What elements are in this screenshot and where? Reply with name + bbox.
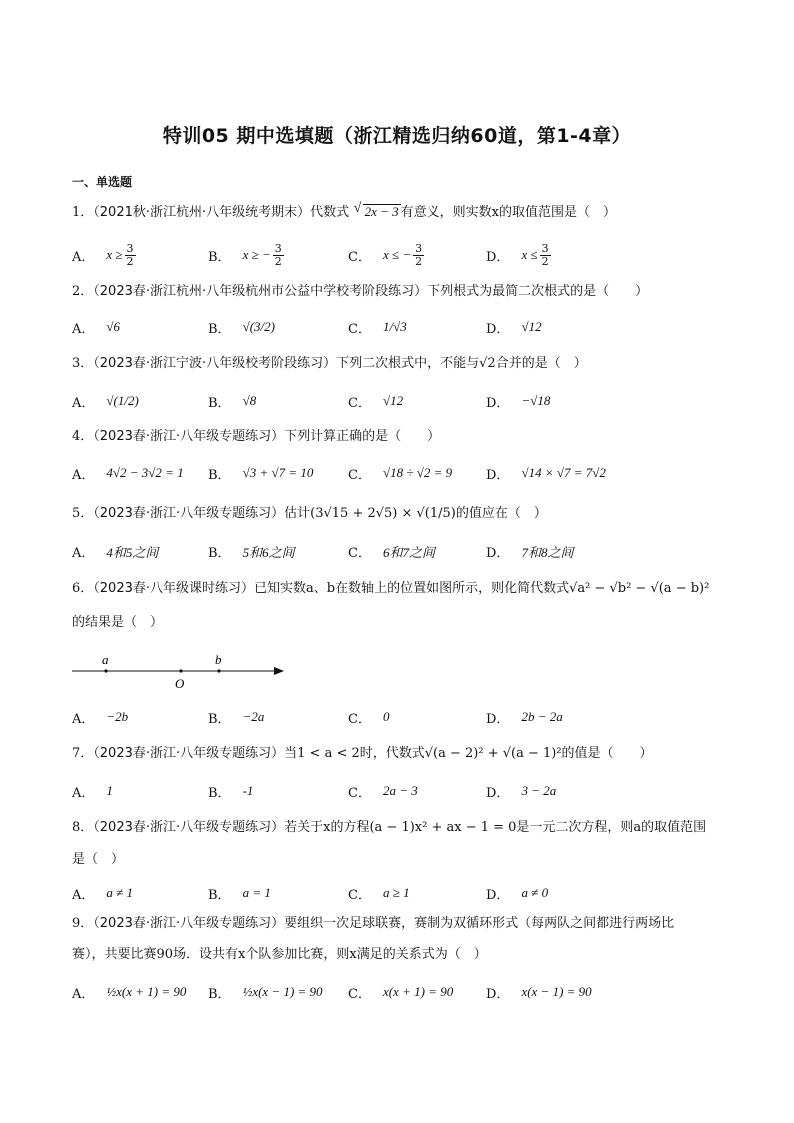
option-d[interactable]: [486, 776, 556, 806]
option-c[interactable]: [348, 977, 453, 1007]
question-stem: 估计(3√15 + 2√5) × √(1/5)的值应在（ ）: [284, 506, 547, 521]
options-2: [72, 312, 732, 342]
question-3: [72, 353, 732, 375]
arrow-head: [274, 667, 284, 675]
option-value: 4√2 − 3√2 = 1: [106, 465, 184, 480]
options-3: [72, 386, 732, 416]
question-source: （2023春·浙江·八年级专题练习）: [93, 916, 285, 931]
question-source: （2023春·浙江杭州·八年级杭州市公益中学校考阶段练习）: [93, 284, 428, 299]
option-letter: C．: [348, 321, 371, 337]
option-value: 1: [106, 783, 113, 798]
option-value: −2a: [242, 709, 265, 724]
question-stem: 下列二次根式中，不能与√2合并的是（ ）: [336, 356, 587, 371]
question-1: [72, 202, 732, 224]
question-source: （2023春·浙江·八年级专题练习）: [93, 429, 285, 444]
question-source: （2023春·浙江·八年级专题练习）: [93, 820, 285, 835]
point-a: [104, 669, 107, 672]
question-source: （2023春·八年级课时练习）: [93, 581, 254, 596]
options-4: [72, 458, 732, 488]
option-value: √8: [242, 393, 257, 408]
question-6-line2: [72, 612, 732, 634]
option-letter: B．: [208, 986, 231, 1002]
option-a[interactable]: [72, 386, 139, 416]
option-a[interactable]: [72, 536, 158, 566]
question-2: [72, 281, 732, 303]
option-letter: D．: [486, 887, 510, 903]
option-value: 2a − 3: [382, 783, 418, 798]
option-letter: B．: [208, 395, 231, 411]
option-letter: C．: [348, 711, 371, 727]
question-stem: 下列根式为最简二次根式的是（ ）: [427, 284, 649, 299]
fraction: $\frac{3}{2}$: [274, 241, 282, 268]
option-letter: B．: [208, 321, 231, 337]
option-letter: C．: [348, 467, 371, 483]
option-value: 5和6之间: [242, 544, 295, 560]
section-heading: 一、单选题: [72, 175, 133, 189]
question-5: [72, 503, 732, 525]
question-number: 2．: [72, 284, 94, 299]
option-letter: A．: [72, 545, 95, 561]
option-value: a ≠ 1: [106, 885, 134, 900]
option-a[interactable]: [72, 702, 128, 732]
option-c[interactable]: [348, 386, 403, 416]
option-letter: A．: [72, 785, 95, 801]
option-letter: A．: [72, 986, 95, 1002]
question-stem: 下列计算正确的是（ ）: [284, 429, 441, 444]
question-stem: 当1 < a < 2时，代数式√(a − 2)² + √(a − 1)²的值是（ ）: [284, 746, 653, 761]
option-value: √14 × √7 = 7√2: [521, 465, 606, 480]
option-value: √6: [106, 319, 121, 334]
option-value: 2b − 2a: [521, 709, 563, 724]
option-value: 4和5之间: [106, 544, 159, 560]
option-value: -1: [242, 783, 254, 798]
option-b[interactable]: [208, 776, 253, 806]
option-value: a ≠ 0: [521, 885, 549, 900]
option-letter: B．: [208, 711, 231, 727]
question-number: 7．: [72, 746, 94, 761]
option-value: a = 1: [242, 885, 271, 900]
option-b[interactable]: B． x ≥ − $\frac{3}{2}$: [208, 241, 282, 268]
option-c[interactable]: [348, 702, 389, 732]
question-source: （2023春·浙江宁波·八年级校考阶段练习）: [93, 356, 337, 371]
option-a[interactable]: [72, 458, 184, 488]
option-value: −√18: [521, 393, 551, 408]
option-b[interactable]: [208, 386, 256, 416]
option-letter: D．: [486, 467, 510, 483]
question-number: 5．: [72, 506, 94, 521]
option-value: √12: [521, 319, 542, 334]
option-b[interactable]: [208, 536, 295, 566]
option-value: √12: [382, 393, 404, 408]
option-a[interactable]: [72, 776, 113, 806]
question-8-line2: [72, 849, 732, 871]
option-letter: B．: [208, 785, 231, 801]
option-b[interactable]: [208, 458, 313, 488]
option-d[interactable]: D． x ≤ $\frac{3}{2}$: [486, 241, 549, 268]
fraction: $\frac{3}{2}$: [541, 241, 549, 268]
option-letter: D．: [486, 711, 510, 727]
question-number: 4．: [72, 429, 94, 444]
option-letter: D．: [486, 321, 510, 337]
option-c[interactable]: [348, 312, 407, 342]
option-letter: A．: [72, 467, 95, 483]
option-d[interactable]: [486, 312, 542, 342]
number-line-figure: [72, 652, 292, 692]
option-a[interactable]: [72, 878, 133, 908]
question-source: （2021秋·浙江杭州·八年级统考期末）: [93, 205, 311, 220]
option-b[interactable]: [208, 977, 323, 1007]
option-letter: A．: [72, 887, 95, 903]
question-stem-pre: 代数式: [310, 205, 350, 220]
question-6: [72, 578, 732, 600]
point-o: [179, 669, 182, 672]
options-1: [72, 240, 732, 270]
option-letter: D．: [486, 986, 510, 1002]
option-value: ½x(x − 1) = 90: [242, 984, 323, 999]
question-stem-post: 有意义，则实数x的取值范围是（ ）: [400, 205, 616, 220]
fraction: $\frac{3}{2}$: [126, 241, 134, 268]
option-letter: C．: [348, 785, 371, 801]
option-c[interactable]: [348, 776, 418, 806]
question-stem: 的结果是（ ）: [72, 615, 164, 630]
option-letter: B．: [208, 545, 231, 561]
question-source: （2023春·浙江·八年级专题练习）: [93, 746, 285, 761]
option-letter: C．: [348, 986, 371, 1002]
question-stem: 已知实数a、b在数轴上的位置如图所示，则化简代数式√a² − √b² − √(a − b)²: [254, 581, 710, 596]
option-d[interactable]: [486, 458, 606, 488]
fraction: $\frac{3}{2}$: [415, 241, 423, 268]
option-a[interactable]: A． x ≥ $\frac{3}{2}$: [72, 241, 134, 268]
question-stem: 是（ ）: [72, 852, 125, 867]
options-8: [72, 878, 732, 908]
option-value: 6和7之间: [382, 544, 435, 560]
option-value: √(1/2): [106, 393, 139, 408]
option-letter: A．: [72, 395, 95, 411]
question-number: 9．: [72, 916, 94, 931]
question-9-line2: [72, 944, 732, 966]
option-value: 1/√3: [382, 319, 407, 334]
options-5: [72, 536, 732, 566]
question-number: 8．: [72, 820, 94, 835]
option-d[interactable]: [486, 386, 550, 416]
option-value: √(3/2): [242, 319, 275, 334]
option-value: −2b: [106, 709, 129, 724]
option-b[interactable]: [208, 878, 271, 908]
option-value: 7和8之间: [521, 544, 574, 560]
option-b[interactable]: [208, 312, 275, 342]
page-title: 特训05 期中选填题（浙江精选归纳60道，第1-4章）: [162, 125, 632, 147]
options-9: [72, 977, 732, 1007]
option-c[interactable]: [348, 878, 410, 908]
radical-expression: √ 2x − 3: [363, 204, 401, 219]
option-letter: D．: [486, 785, 510, 801]
point-b: [217, 669, 220, 672]
option-value: x(x − 1) = 90: [521, 984, 592, 999]
options-7: [72, 776, 732, 806]
option-d[interactable]: [486, 977, 592, 1007]
label-o: O: [175, 676, 185, 691]
option-value: √18 ÷ √2 = 9: [382, 465, 453, 480]
option-a[interactable]: [72, 312, 120, 342]
option-letter: B．: [208, 887, 231, 903]
question-8: [72, 817, 732, 839]
option-b[interactable]: [208, 702, 264, 732]
option-letter: A．: [72, 711, 95, 727]
question-4: [72, 426, 732, 448]
option-letter: D．: [486, 545, 510, 561]
option-letter: A．: [72, 321, 95, 337]
option-c[interactable]: C． x ≤ − $\frac{3}{2}$: [348, 241, 423, 268]
question-9: [72, 913, 732, 935]
option-d[interactable]: [486, 702, 563, 732]
option-d[interactable]: [486, 536, 573, 566]
option-value: 3 − 2a: [521, 783, 557, 798]
option-value: ½x(x + 1) = 90: [106, 984, 187, 999]
option-value: √3 + √7 = 10: [242, 465, 314, 480]
question-number: 6．: [72, 581, 94, 596]
option-letter: C．: [348, 395, 371, 411]
option-letter: C．: [348, 545, 371, 561]
question-stem: 赛），共要比赛90场．设共有x个队参加比赛，则x满足的关系式为（ ）: [72, 947, 487, 962]
option-value: x(x + 1) = 90: [382, 984, 454, 999]
question-number: 1．: [72, 205, 94, 220]
option-c[interactable]: [348, 536, 435, 566]
label-a: a: [102, 652, 109, 667]
question-7: [72, 743, 732, 765]
option-value: a ≥ 1: [382, 885, 410, 900]
option-letter: B．: [208, 467, 231, 483]
option-letter: D．: [486, 395, 510, 411]
option-c[interactable]: [348, 458, 452, 488]
option-value: 0: [382, 709, 390, 724]
question-stem: 若关于x的方程(a − 1)x² + ax − 1 = 0是一元二次方程，则a的取值范围: [284, 820, 707, 835]
option-d[interactable]: [486, 878, 548, 908]
option-letter: C．: [348, 887, 371, 903]
options-6: [72, 702, 732, 732]
question-number: 3．: [72, 356, 94, 371]
question-source: （2023春·浙江·八年级专题练习）: [93, 506, 285, 521]
label-b: b: [215, 652, 222, 667]
question-stem: 要组织一次足球联赛，赛制为双循环形式（每两队之间都进行两场比: [284, 916, 675, 931]
option-a[interactable]: [72, 977, 186, 1007]
